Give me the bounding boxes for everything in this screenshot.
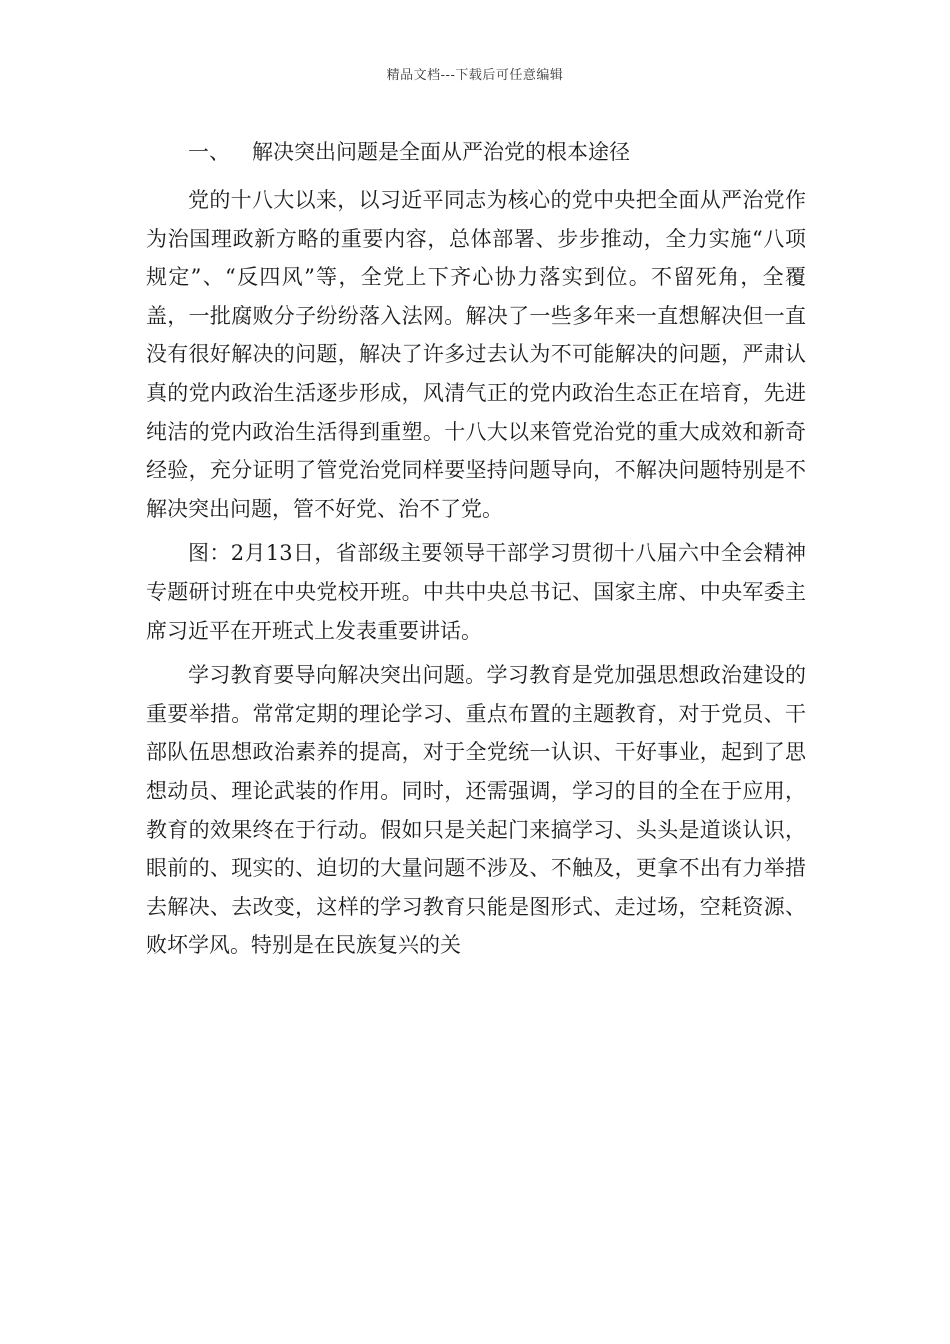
section-title: 解决突出问题是全面从严治党的根本途径 — [252, 140, 630, 164]
paragraph-figure-caption: 图：2月13日，省部级主要领导干部学习贯彻十八届六中全会精神专题研讨班在中央党校开班。中共中央总书记、国家主席、中央军委主席习近平在开班式上发表重要讲话。 — [146, 541, 806, 643]
section-heading — [146, 132, 806, 172]
section-number: 一、 — [188, 140, 230, 164]
page-header: 精品文档---下载后可任意编辑 — [386, 68, 564, 83]
paragraph-study-education: 学习教育要导向解决突出问题。学习教育是党加强思想政治建设的重要举措。常常定期的理论学习、重点布置的主题教育，对于党员、干部队伍思想政治素养的提高，对于全党统一认识、干好事业，起到了思想动员、理论武装的作用。同时，还需强调，学习的目的全在于应用，教育的效果终在于行动。假如只是关起门来搞学习、头头是道谈认识，眼前的、现实的、迫切的大量问题不涉及、不触及，更拿不出有力举措去解决、去改变，这样的学习教育只能是图形式、走过场，空耗资源、败坏学风。特别是在民族复兴的关 — [146, 663, 806, 958]
paragraph-intro: 党的十八大以来，以习近平同志为核心的党中央把全面从严治党作为治国理政新方略的重要内容，总体部署、步步推动，全力实施“八项规定”、“反四风”等，全党上下齐心协力落实到位。不留死角，全覆盖，一批腐败分子纷纷落入法网。解决了一些多年来一直想解决但一直没有很好解决的问题，解决了许多过去认为不可能解决的问题，严肃认真的党内政治生活逐步形成，风清气正的党内政治生态正在培育，先进纯洁的党内政治生活得到重塑。十八大以来管党治党的重大成效和新奇经验，充分证明了管党治党同样要坚持问题导向，不解决问题特别是不解决突出问题，管不好党、治不了党。 — [146, 188, 806, 521]
document-body — [146, 132, 806, 971]
